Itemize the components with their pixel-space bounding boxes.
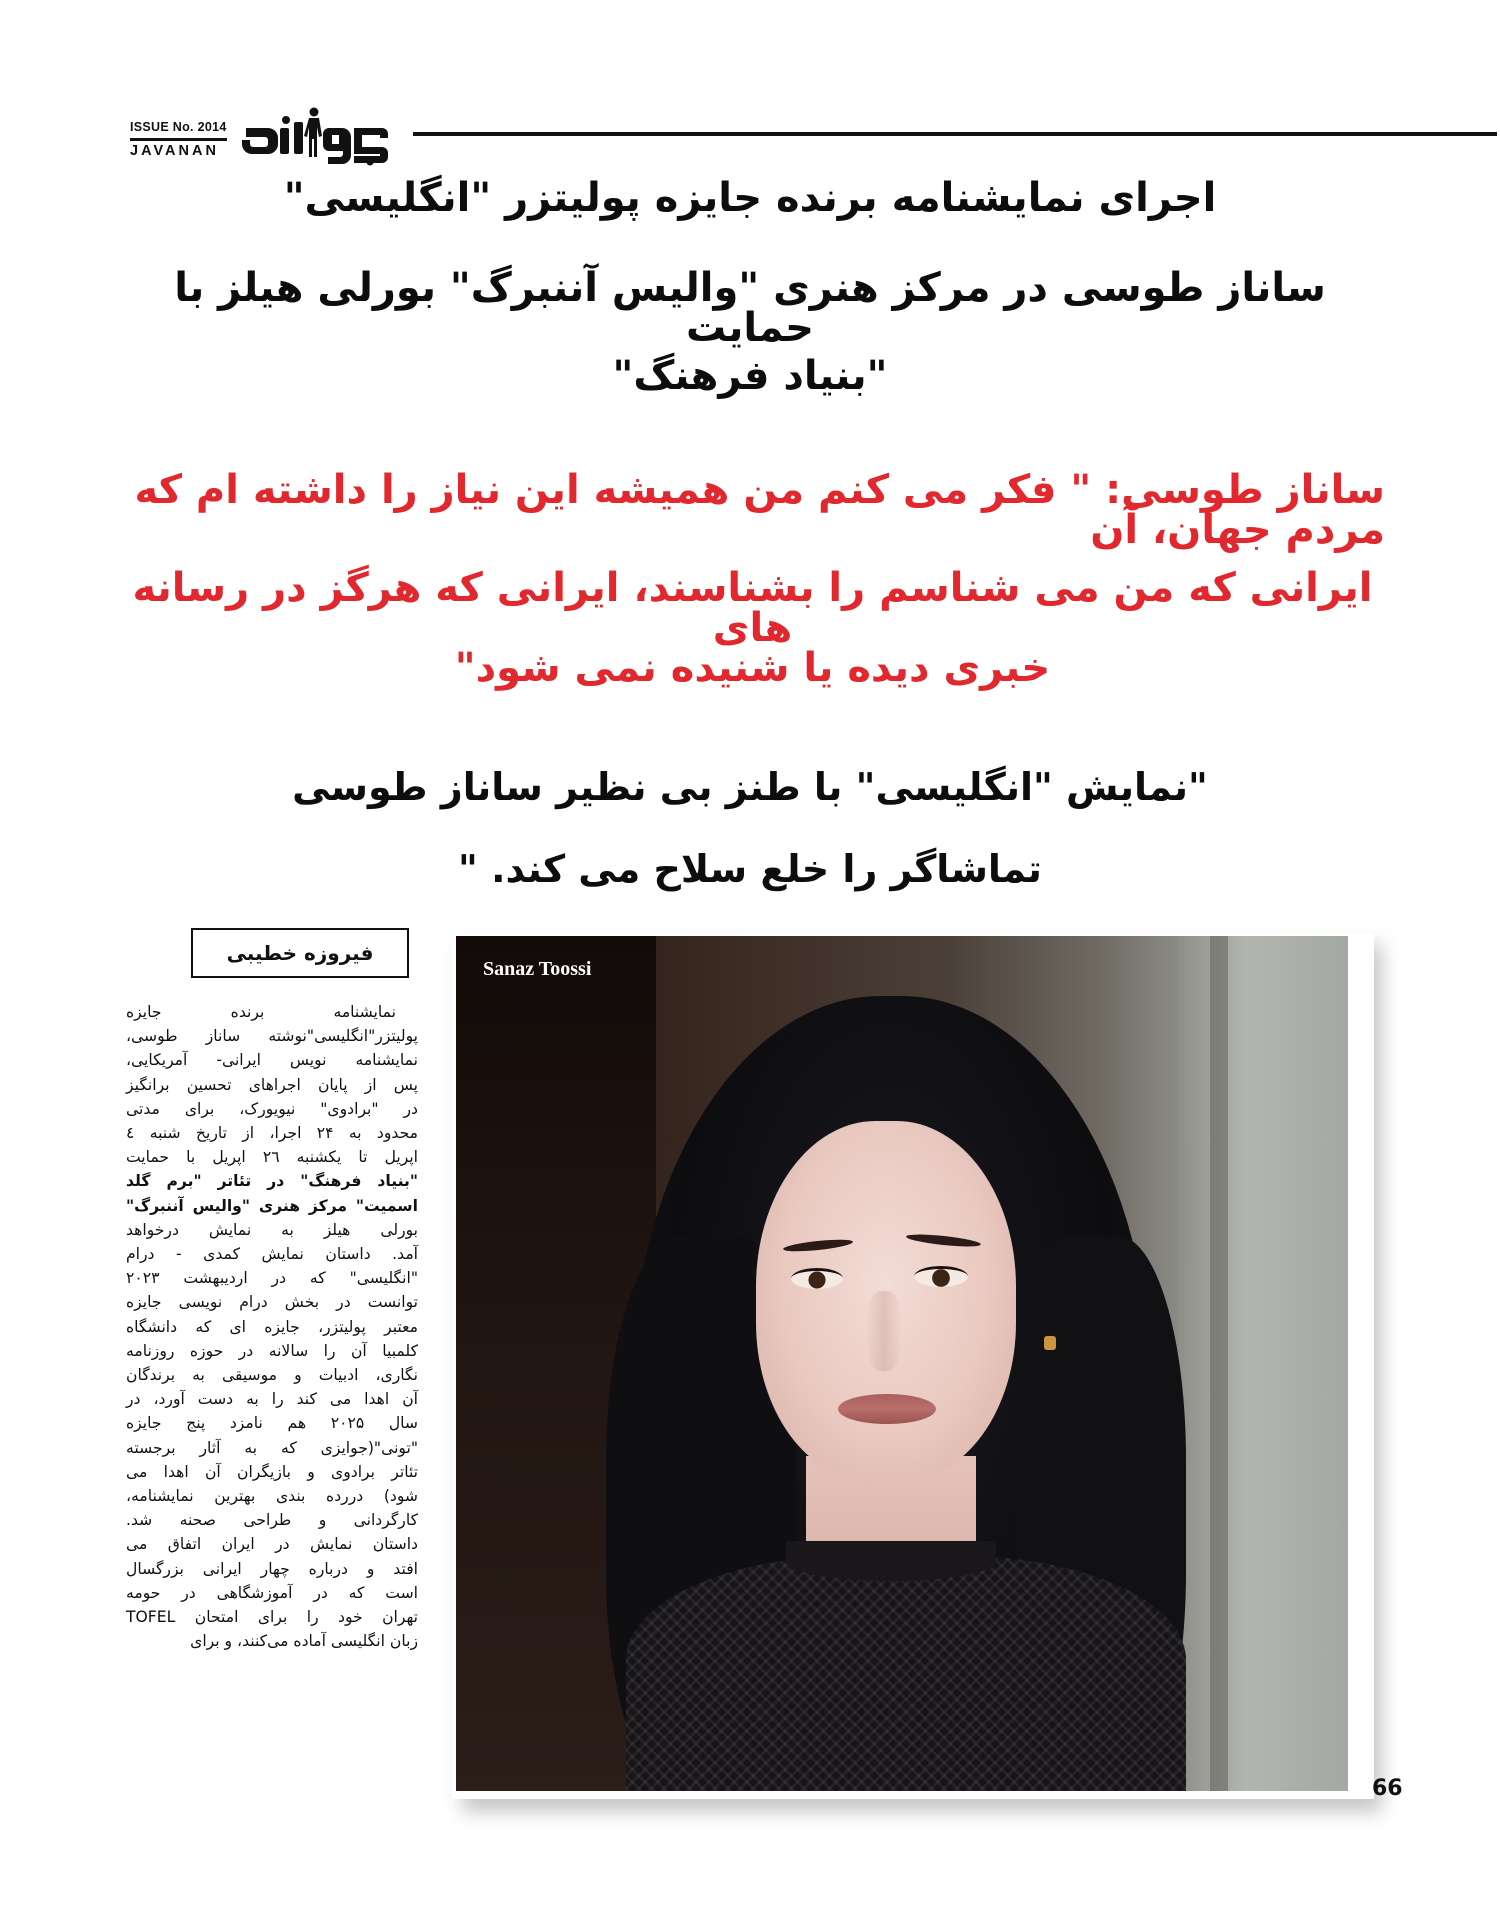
portrait-photo xyxy=(456,936,1348,1791)
headline-line-1: اجرای نمایشنامه برنده جایزه پولیتزر "انگلیسی" xyxy=(283,175,1217,221)
javanan-logo xyxy=(240,106,390,168)
article-body xyxy=(126,1000,418,1653)
body-line: تهران خود را برای امتحان TOFEL xyxy=(126,1608,418,1627)
body-line: است که در آموزشگاهی در حومه xyxy=(126,1583,418,1602)
body-line: کلمبیا آن را سالانه در حوزه روزنامه xyxy=(126,1341,418,1360)
body-line: تئاتر برادوی و بازیگران آن اهدا می xyxy=(126,1462,418,1481)
pull-quote-line-1: ساناز طوسی: " فکر می کنم من همیشه این نیاز را داشته ام که مردم جهان، آن xyxy=(134,467,1385,553)
body-line: نمایشنامه نویس ایرانی- آمریکایی، xyxy=(126,1051,418,1070)
page-number: 66 xyxy=(1372,1776,1403,1801)
masthead xyxy=(128,98,1378,158)
body-line: معتبر پولیتزر، جایزه ای که دانشگاه xyxy=(126,1317,418,1336)
body-line: اسمیت" مرکز هنری "والیس آننبرگ" xyxy=(126,1196,418,1215)
body-line: افتد و درباره چهار ایرانی بزرگسال xyxy=(126,1559,418,1578)
pull-quote-line-2: ایرانی که من می شناسم را بشناسند، ایرانی که هرگز در رسانه های xyxy=(132,565,1373,651)
author-byline-box xyxy=(191,928,409,978)
body-line: نمایشنامه برنده جایزه xyxy=(126,1003,396,1021)
subtitle-line-1: "نمایش "انگلیسی" با طنز بی نظیر ساناز طوسی xyxy=(292,765,1208,809)
issue-underline xyxy=(130,138,227,141)
headline-line-3: "بنیاد فرهنگ" xyxy=(612,353,888,399)
body-line: آمد. داستان نمایش کمدی - درام xyxy=(126,1245,418,1264)
body-line: کارگردانی و طراحی صحنه شد. xyxy=(126,1511,418,1530)
body-line: اپریل تا یکشنبه ۲٦ اپریل با حمایت xyxy=(126,1148,418,1167)
headline-line-2: ساناز طوسی در مرکز هنری "والیس آننبرگ" بورلی هیلز با حمایت xyxy=(174,265,1326,351)
publication-name-latin: JAVANAN xyxy=(130,143,219,159)
masthead-rule xyxy=(413,132,1497,136)
issue-number: ISSUE No. 2014 xyxy=(130,120,227,134)
body-line: داستان نمایش در ایران اتفاق می xyxy=(126,1535,418,1554)
pull-quote-line-3: خبری دیده یا شنیده نمی شود" xyxy=(454,645,1051,691)
body-line: "انگلیسی" که در اردیبهشت ۲۰۲۳ xyxy=(126,1269,418,1288)
body-line: سال ۲۰۲۵ هم نامزد پنج جایزه xyxy=(126,1414,418,1433)
body-line: نگاری، ادبیات و موسیقی به برندگان xyxy=(126,1366,418,1385)
body-line: در "برادوی" نیویورک، برای مدتی xyxy=(126,1099,418,1118)
body-line: محدود به ۲۴ اجرا، از تاریخ شنبه ٤ xyxy=(126,1124,418,1143)
body-line: پولیتزر"انگلیسی"نوشته ساناز طوسی، xyxy=(126,1027,418,1046)
subtitle-line-2: تماشاگر را خلع سلاح می کند. " xyxy=(458,847,1042,891)
body-line: توانست در بخش درام نویسی جایزه xyxy=(126,1293,418,1312)
body-line: "بنیاد فرهنگ" در تئاتر "برم گلد xyxy=(126,1172,418,1191)
body-line: شود) دررده بندی بهترین نمایشنامه، xyxy=(126,1487,418,1506)
body-line: آن اهدا می کند را به دست آورد، در xyxy=(126,1390,418,1409)
author-name: فیروزه خطیبی xyxy=(226,941,374,965)
body-line: پس از پایان اجراهای تحسین برانگیز xyxy=(126,1075,418,1094)
photo-caption: Sanaz Toossi xyxy=(483,958,592,980)
body-line: بورلی هیلز به نمایش درخواهد xyxy=(126,1220,418,1239)
body-line: "تونی"(جوایزی که به آثار برجسته xyxy=(126,1438,418,1457)
body-line: زبان انگلیسی آماده می‌کنند، و برای xyxy=(190,1632,418,1651)
